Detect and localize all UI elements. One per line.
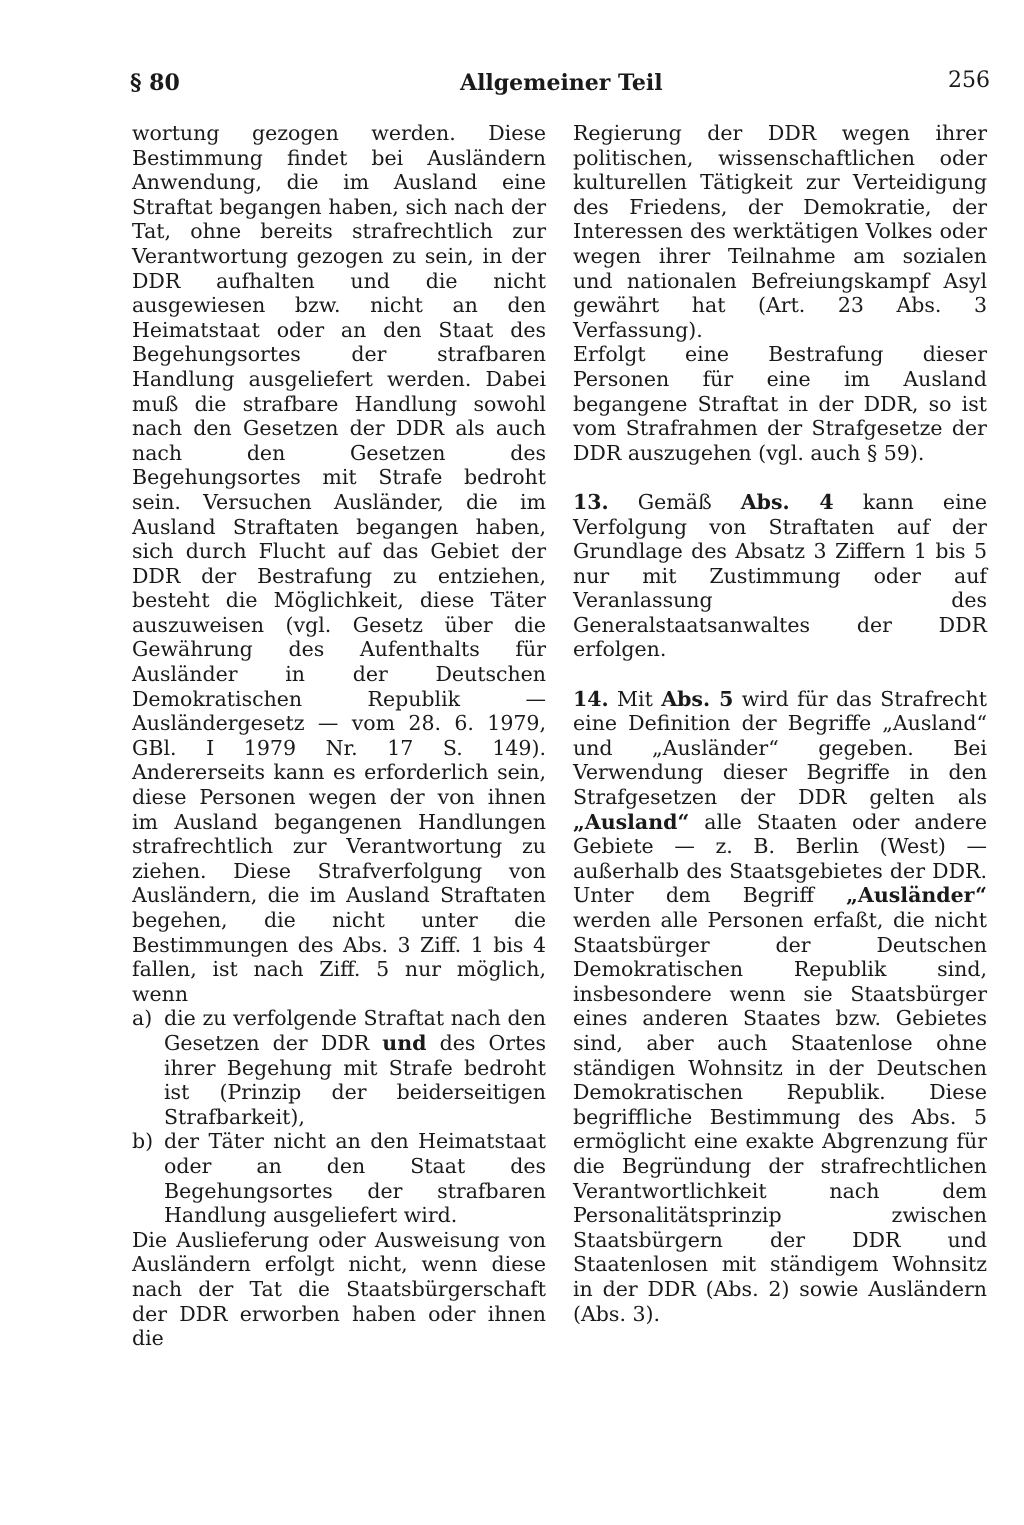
numbered-paragraph-14: 14. Mit Abs. 5 wird für das Strafrecht eine Definition der Begriffe „Ausland“ und „Ausländer“ gegeben. Bei Verwendung dieser Begriffe in den Strafgesetzen der DDR gelten als „Ausland“ alle Staaten oder andere Gebiete — z. B. Berlin (West) — außerhalb des Staatsgebietes der DDR. Unter dem Begriff „Ausländer“ werden alle Personen erfaßt, die nicht Staatsbürger der Deutschen Demokratischen Republik sind, insbesondere wenn sie Staatsbürger eines anderen Staates bzw. Gebietes sind, aber auch Staatenlose ohne ständigen Wohnsitz in der Deutschen Demokratischen Republik. Diese begriffliche Bestimmung des Abs. 5 ermöglicht eine exakte Abgrenzung für die Begründung der strafrechtlichen Verantwortlichkeit nach dem Personalitätsprinzip zwischen Staatsbürgern der DDR und Staatenlosen mit ständigem Wohnsitz in der DDR (Abs. 2) sowie Ausländern (Abs. 3). <box>573 686 987 1326</box>
left-column <box>132 121 546 1351</box>
section-number: § 80 <box>130 70 180 96</box>
paragraph: Erfolgt eine Bestrafung dieser Personen für eine im Ausland begangene Straftat in der DDR, so ist vom Strafrahmen der Strafgesetze der DDR auszugehen (vgl. auch § 59). <box>573 342 987 465</box>
list-marker: b) <box>132 1129 154 1154</box>
paragraph: Die Auslieferung oder Ausweisung von Ausländern erfolgt nicht, wenn diese nach der Tat die Staatsbürgerschaft der DDR erworben haben oder ihnen die <box>132 1227 546 1351</box>
list-text: der Täter nicht an den Heimatstaat oder an den Staat des Begehungsortes der strafbaren Handlung ausgeliefert wird. <box>164 1129 546 1228</box>
paragraph-number: 14. <box>573 686 609 711</box>
running-header <box>130 70 990 106</box>
list-item-a <box>132 1006 546 1129</box>
paragraph: wortung gezogen werden. Diese Bestimmung findet bei Ausländern Anwendung, die im Ausland eine Straftat begangen haben, sich nach der Tat, ohne bereits strafrechtlich zur Verantwortung gezogen zu sein, in der DDR aufhalten und die nicht ausgewiesen bzw. nicht an den Heimatstaat oder an den Staat des Begehungsortes der strafbaren Handlung ausgeliefert werden. Dabei muß die strafbare Handlung sowohl nach den Gesetzen der DDR als auch nach den Gesetzen des Begehungsortes mit Strafe bedroht sein. Versuchen Ausländer, die im Ausland Straftaten begangen haben, sich durch Flucht auf das Gebiet der DDR der Bestrafung zu entziehen, besteht die Möglichkeit, diese Täter auszuweisen (vgl. Gesetz über die Gewährung des Aufenthalts für Ausländer in der Deutschen Demokratischen Republik — Ausländergesetz — vom 28. 6. 1979, GBl. I 1979 Nr. 17 S. 149). Andererseits kann es erforderlich sein, diese Personen wegen der von ihnen im Ausland begangenen Handlungen strafrechtlich zur Verantwortung zu ziehen. Diese Strafverfolgung von Ausländern, die im Ausland Straftaten begehen, die nicht unter die Bestimmungen des Abs. 3 Ziff. 1 bis 4 fallen, ist nach Ziff. 5 nur möglich, wenn <box>132 121 546 1006</box>
emphasis: Abs. 4 <box>740 489 834 514</box>
emphasis: „Ausland“ <box>573 809 690 834</box>
list-text: die zu verfolgende Straftat nach den Gesetzen der DDR und des Ortes ihrer Begehung mit Strafe bedroht ist (Prinzip der beiderseitigen Strafbarkeit), <box>164 1006 546 1129</box>
emphasis: und <box>382 1030 427 1055</box>
page-number: 256 <box>948 68 990 93</box>
numbered-paragraph-13: 13. Gemäß Abs. 4 kann eine Verfolgung von Straftaten auf der Grundlage des Absatz 3 Ziffern 1 bis 5 nur mit Zustimmung oder auf Veranlassung des Generalstaatsanwaltes der DDR erfolgen. <box>573 489 987 662</box>
emphasis: „Ausländer“ <box>846 883 987 908</box>
list-item-b <box>132 1129 546 1227</box>
right-column <box>573 121 987 1326</box>
list-marker: a) <box>132 1006 153 1031</box>
paragraph: Regierung der DDR wegen ihrer politischen, wissenschaftlichen oder kulturellen Tätigkeit zur Verteidigung des Friedens, der Demokratie, der Interessen des werktätigen Volkes oder wegen ihrer Teilnahme am sozialen und nationalen Befreiungskampf Asyl gewährt hat (Art. 23 Abs. 3 Verfassung). <box>573 121 987 342</box>
emphasis: Abs. 5 <box>661 686 734 711</box>
paragraph-number: 13. <box>573 489 609 514</box>
running-title: Allgemeiner Teil <box>460 70 663 96</box>
